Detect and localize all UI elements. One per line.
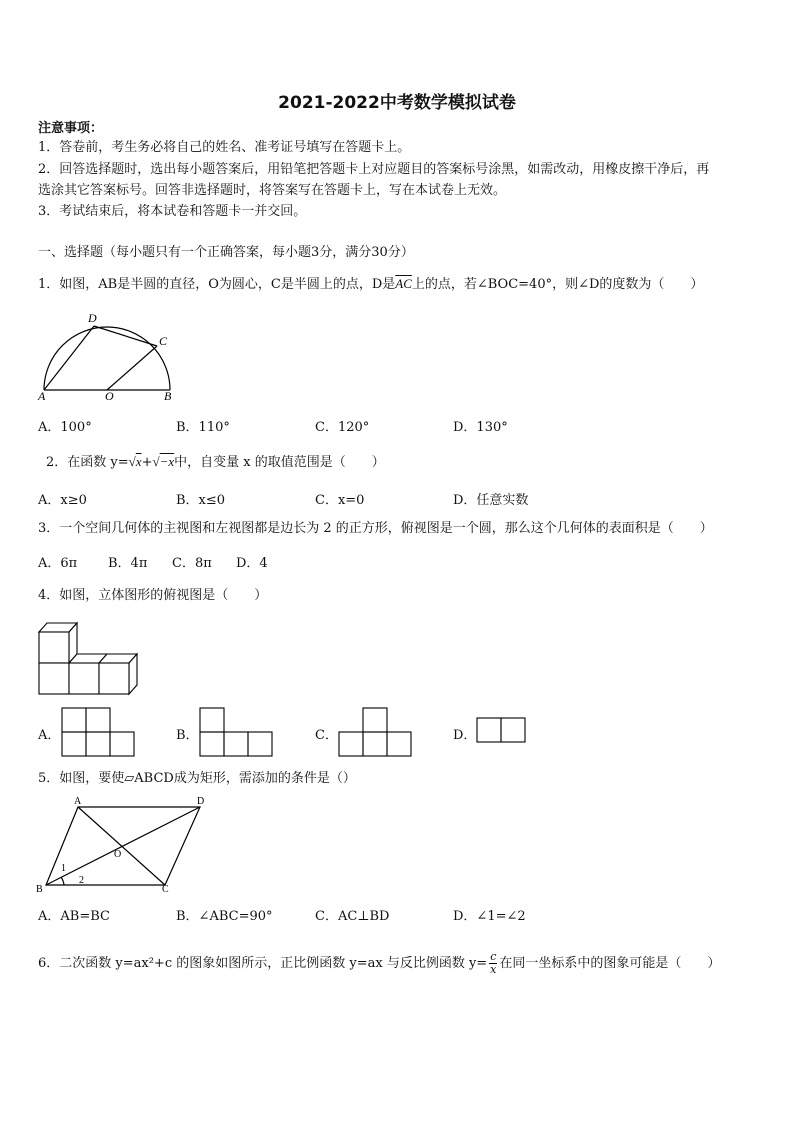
option-c: C．AC⊥BD	[315, 909, 390, 924]
point-label: A	[38, 389, 46, 402]
arc-ac: $\overline{AC}$	[395, 276, 412, 291]
option-c: C．x=0	[315, 493, 365, 508]
point-label: C	[162, 884, 169, 895]
point-label: O	[114, 849, 122, 860]
point-label: A	[74, 796, 82, 807]
option-b: B．	[176, 728, 199, 743]
option-c-figure	[337, 706, 415, 758]
notice-item: 3．考试结束后，将本试卷和答题卡一并交回。	[38, 204, 307, 219]
option-c: C．8π	[172, 556, 212, 571]
question-5-figure	[34, 795, 218, 895]
angle-label: 1	[61, 863, 66, 874]
option-d: D．	[453, 728, 477, 743]
question-1-figure	[36, 308, 176, 402]
option-a: A．100°	[38, 420, 92, 435]
option-c: C．120°	[315, 420, 370, 435]
option-d: D．∠1=∠2	[453, 909, 526, 924]
option-b-figure	[198, 706, 276, 758]
option-b: B．∠ABC=90°	[176, 909, 273, 924]
question-2-stem: 2．在函数 y=√x+√−x中，自变量 x 的取值范围是（ ）	[46, 454, 385, 470]
question-4-stem: 4．如图，立体图形的俯视图是（ ）	[38, 588, 268, 603]
notice-item: 1．答卷前，考生务必将自己的姓名、准考证号填写在答题卡上。	[38, 140, 411, 155]
option-d-figure	[475, 716, 529, 746]
option-a: A．	[38, 728, 61, 743]
option-b: B．4π	[108, 556, 148, 571]
point-label: C	[159, 334, 168, 348]
point-label: B	[164, 389, 172, 402]
notice-item: 选涂其它答案标号。回答非选择题时，将答案写在答题卡上，写在本试卷上无效。	[38, 183, 507, 198]
option-a: A．AB=BC	[38, 909, 110, 924]
point-label: D	[88, 311, 97, 325]
angle-label: 2	[79, 875, 84, 886]
question-5-stem: 5．如图，要使▱ABCD成为矩形，需添加的条件是（）	[38, 771, 356, 786]
page-title: 2021-2022中考数学模拟试卷	[278, 93, 516, 113]
question-3-stem: 3．一个空间几何体的主视图和左视图都是边长为 2 的正方形，俯视图是一个圆，那么这个几何体的表面积是（ ）	[38, 521, 713, 536]
question-1-stem: 1．如图，AB是半圆的直径，O为圆心，C是半圆上的点，D是$\overline{AC}$上的点，若∠BOC=40°，则∠D的度数为（ ）	[38, 276, 704, 292]
option-a: A．6π	[38, 556, 78, 571]
point-label: B	[36, 884, 43, 895]
point-label: O	[105, 389, 114, 402]
question-6-stem: 6．二次函数 y=ax²+c 的图象如图所示，正比例函数 y=ax 与反比例函数 y= $\frac{c}{x}$ 在同一坐标系中的图象可能是（ ）	[38, 950, 721, 976]
section-heading: 一、选择题（每小题只有一个正确答案，每小题3分，满分30分）	[38, 245, 414, 260]
option-d: D．任意实数	[453, 493, 529, 508]
option-b: B．x≤0	[176, 493, 226, 508]
option-a-figure	[60, 706, 138, 758]
option-c: C．	[315, 728, 338, 743]
option-d: D．130°	[453, 420, 508, 435]
question-4-figure	[36, 618, 140, 698]
option-d: D．4	[236, 556, 268, 571]
notice-heading: 注意事项：	[38, 121, 104, 136]
notice-item: 2．回答选择题时，选出每小题答案后，用铅笔把答题卡上对应题目的答案标号涂黑，如需改动，用橡皮擦干净后，再	[38, 162, 710, 177]
point-label: D	[197, 796, 205, 807]
option-b: B．110°	[176, 420, 230, 435]
option-a: A．x≥0	[38, 493, 87, 508]
